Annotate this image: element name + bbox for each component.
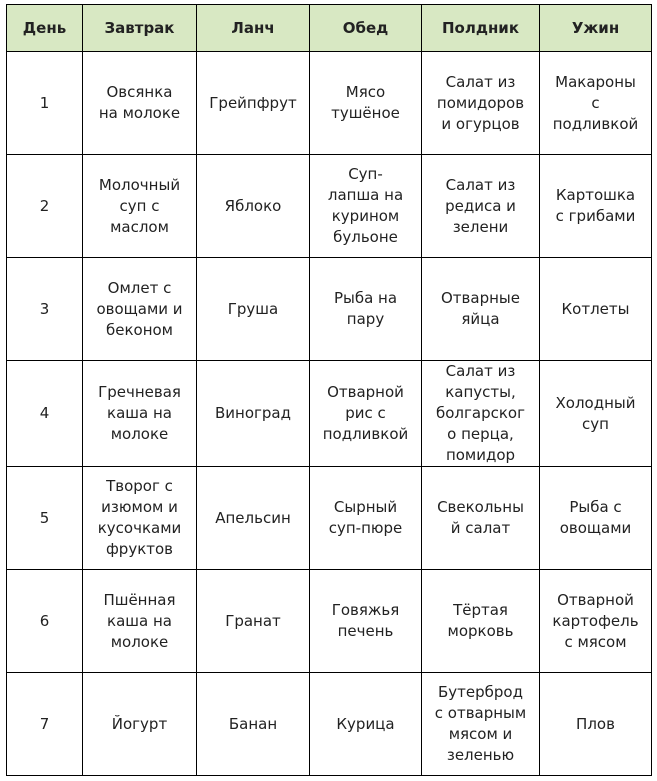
cell-afternoon-snack: Бутерброд с отварным мясом и зеленью xyxy=(422,673,540,776)
table-row xyxy=(7,258,652,361)
cell-day: 1 xyxy=(7,52,83,155)
cell-lunch: Рыба на пару xyxy=(310,258,422,361)
cell-lunch: Мясо тушёное xyxy=(310,52,422,155)
header-breakfast: Завтрак xyxy=(83,5,197,52)
menu-table-container xyxy=(6,4,652,776)
cell-dinner: Котлеты xyxy=(540,258,652,361)
cell-day: 4 xyxy=(7,361,83,467)
cell-lunch-snack: Апельсин xyxy=(197,467,310,570)
cell-dinner: Холодный суп xyxy=(540,361,652,467)
cell-day: 2 xyxy=(7,155,83,258)
cell-breakfast: Омлет с овощами и беконом xyxy=(83,258,197,361)
table-row xyxy=(7,570,652,673)
table-row xyxy=(7,52,652,155)
header-lunch: Обед xyxy=(310,5,422,52)
header-day: День xyxy=(7,5,83,52)
cell-afternoon-snack: Тёртая морковь xyxy=(422,570,540,673)
cell-dinner: Рыба с овощами xyxy=(540,467,652,570)
cell-day: 7 xyxy=(7,673,83,776)
cell-lunch-snack: Груша xyxy=(197,258,310,361)
table-row xyxy=(7,361,652,467)
cell-afternoon-snack: Салат из редиса и зелени xyxy=(422,155,540,258)
cell-lunch-snack: Яблоко xyxy=(197,155,310,258)
table-header-row xyxy=(7,5,652,52)
cell-lunch: Сырный суп-пюре xyxy=(310,467,422,570)
cell-lunch-snack: Грейпфрут xyxy=(197,52,310,155)
header-lunch-snack: Ланч xyxy=(197,5,310,52)
cell-lunch-snack: Гранат xyxy=(197,570,310,673)
cell-breakfast: Йогурт xyxy=(83,673,197,776)
cell-dinner: Отварной картофель с мясом xyxy=(540,570,652,673)
table-row xyxy=(7,467,652,570)
weekly-menu-table xyxy=(6,4,652,776)
cell-lunch: Суп- лапша на курином бульоне xyxy=(310,155,422,258)
cell-day: 5 xyxy=(7,467,83,570)
cell-afternoon-snack: Салат из капусты, болгарског о перца, помидор xyxy=(422,361,540,467)
cell-dinner: Макароны с подливкой xyxy=(540,52,652,155)
cell-afternoon-snack: Отварные яйца xyxy=(422,258,540,361)
cell-breakfast: Овсянка на молоке xyxy=(83,52,197,155)
table-row xyxy=(7,673,652,776)
cell-day: 6 xyxy=(7,570,83,673)
cell-breakfast: Гречневая каша на молоке xyxy=(83,361,197,467)
cell-lunch: Говяжья печень xyxy=(310,570,422,673)
cell-breakfast: Творог с изюмом и кусочками фруктов xyxy=(83,467,197,570)
table-row xyxy=(7,155,652,258)
cell-breakfast: Молочный суп с маслом xyxy=(83,155,197,258)
cell-lunch-snack: Виноград xyxy=(197,361,310,467)
cell-breakfast: Пшённая каша на молоке xyxy=(83,570,197,673)
cell-day: 3 xyxy=(7,258,83,361)
cell-lunch-snack: Банан xyxy=(197,673,310,776)
cell-afternoon-snack: Салат из помидоров и огурцов xyxy=(422,52,540,155)
cell-dinner: Картошка с грибами xyxy=(540,155,652,258)
cell-afternoon-snack: Свекольны й салат xyxy=(422,467,540,570)
header-afternoon-snack: Полдник xyxy=(422,5,540,52)
cell-lunch: Курица xyxy=(310,673,422,776)
cell-dinner: Плов xyxy=(540,673,652,776)
header-dinner: Ужин xyxy=(540,5,652,52)
cell-lunch: Отварной рис с подливкой xyxy=(310,361,422,467)
